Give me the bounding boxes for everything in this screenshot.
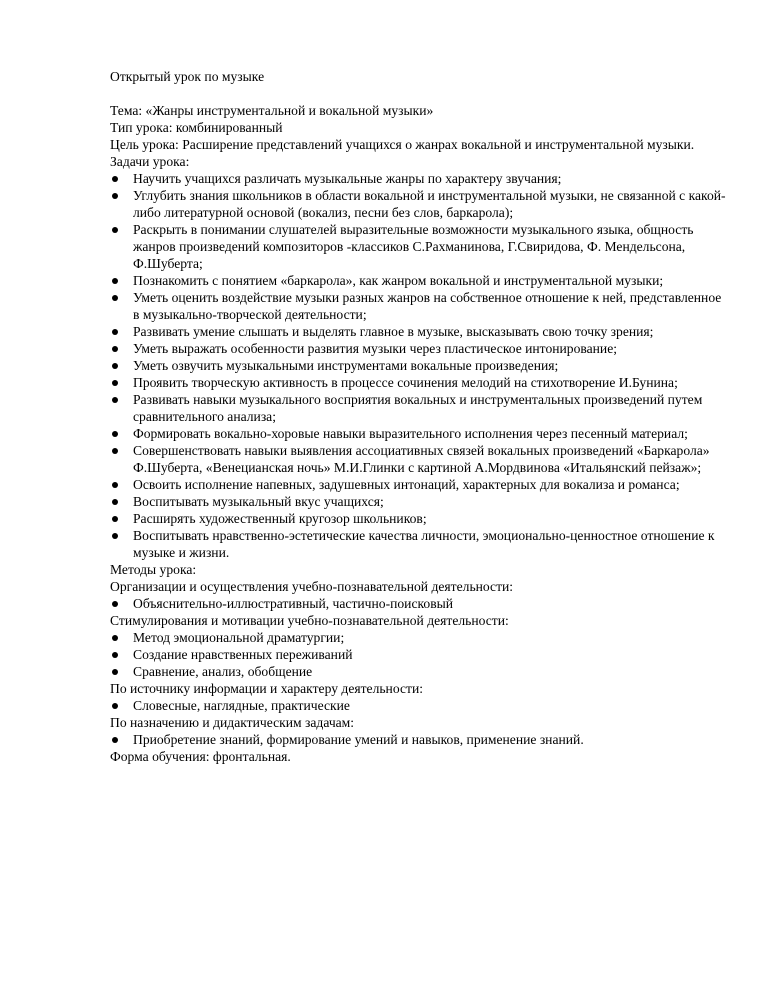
task-text: Воспитывать нравственно-эстетические качества личности, эмоционально-ценностное отношение к музыке и жизни. xyxy=(133,528,715,560)
bullet-icon xyxy=(112,516,118,522)
bullet-icon xyxy=(112,635,118,641)
bullet-icon xyxy=(112,397,118,403)
task-text: Уметь выражать особенности развития музыки через пластическое интонирование; xyxy=(133,341,618,356)
bullet-icon xyxy=(112,295,118,301)
method-group-list xyxy=(110,629,730,680)
task-text: Воспитывать музыкальный вкус учащихся; xyxy=(133,494,384,509)
bullet-icon xyxy=(112,703,118,709)
method-text: Приобретение знаний, формирование умений и навыков, применение знаний. xyxy=(133,732,584,747)
bullet-icon xyxy=(112,601,118,607)
method-text: Метод эмоциональной драматургии; xyxy=(133,630,345,645)
task-text: Углубить знания школьников в области вокальной и инструментальной музыки, не связанной с какой-либо литературной основой (вокализ, песни без слов, баркарола); xyxy=(133,188,726,220)
list-item xyxy=(110,731,730,748)
bullet-icon xyxy=(112,669,118,675)
list-item xyxy=(110,646,730,663)
methods-heading: Методы урока: xyxy=(110,562,197,577)
bullet-icon xyxy=(112,431,118,437)
document-body xyxy=(110,102,730,765)
list-item xyxy=(110,374,730,391)
list-item xyxy=(110,170,730,187)
method-group-heading: По источнику информации и характеру деятельности: xyxy=(110,681,423,696)
bullet-icon xyxy=(112,737,118,743)
method-text: Словесные, наглядные, практические xyxy=(133,698,350,713)
task-text: Освоить исполнение напевных, задушевных интонаций, характерных для вокализа и романса; xyxy=(133,477,680,492)
list-item xyxy=(110,425,730,442)
bullet-icon xyxy=(112,482,118,488)
list-item xyxy=(110,527,730,561)
task-text: Уметь озвучить музыкальными инструментами вокальные произведения; xyxy=(133,358,559,373)
method-text: Объяснительно-иллюстративный, частично-поисковый xyxy=(133,596,454,611)
tasks-list xyxy=(110,170,730,561)
bullet-icon xyxy=(112,448,118,454)
bullet-icon xyxy=(112,363,118,369)
list-item xyxy=(110,697,730,714)
list-item xyxy=(110,357,730,374)
list-item xyxy=(110,510,730,527)
list-item xyxy=(110,187,730,221)
task-text: Расширять художественный кругозор школьников; xyxy=(133,511,427,526)
method-group-heading: Стимулирования и мотивации учебно-познавательной деятельности: xyxy=(110,613,509,628)
list-item xyxy=(110,629,730,646)
bullet-icon xyxy=(112,278,118,284)
method-group-heading: По назначению и дидактическим задачам: xyxy=(110,715,355,730)
task-text: Проявить творческую активность в процессе сочинения мелодий на стихотворение И.Бунина; xyxy=(133,375,678,390)
task-text: Развивать умение слышать и выделять главное в музыке, высказывать свою точку зрения; xyxy=(133,324,654,339)
list-item xyxy=(110,272,730,289)
list-item xyxy=(110,493,730,510)
bullet-icon xyxy=(112,346,118,352)
task-text: Познакомить с понятием «баркарола», как жанром вокальной и инструментальной музыки; xyxy=(133,273,664,288)
tasks-heading: Задачи урока: xyxy=(110,154,190,169)
learning-form: Форма обучения: фронтальная. xyxy=(110,749,291,764)
task-text: Совершенствовать навыки выявления ассоциативных связей вокальных произведений «Баркарола» Ф.Шуберта, «Венецианская ночь» М.И.Глинки с картиной А.Мордвинова «Итальянский пейзаж»; xyxy=(133,443,710,475)
list-item xyxy=(110,391,730,425)
method-group-list xyxy=(110,731,730,748)
list-item xyxy=(110,476,730,493)
method-group-list xyxy=(110,595,730,612)
lesson-type: Тип урока: комбинированный xyxy=(110,120,283,135)
method-group-heading: Организации и осуществления учебно-познавательной деятельности: xyxy=(110,579,514,594)
bullet-icon xyxy=(112,533,118,539)
bullet-icon xyxy=(112,193,118,199)
task-text: Уметь оценить воздействие музыки разных жанров на собственное отношение к ней, представленное в музыкально-творческой деятельности; xyxy=(133,290,722,322)
list-item xyxy=(110,663,730,680)
document-title: Открытый урок по музыке xyxy=(110,69,265,84)
method-group-list xyxy=(110,697,730,714)
list-item xyxy=(110,323,730,340)
task-text: Раскрыть в понимании слушателей выразительные возможности музыкального языка, общность жанров произведений композиторов -классиков С.Рахманинова, Г.Свиридова, Ф. Мендельсона, Ф.Шуберта; xyxy=(133,222,694,271)
bullet-icon xyxy=(112,176,118,182)
bullet-icon xyxy=(112,652,118,658)
lesson-goal: Цель урока: Расширение представлений учащихся о жанрах вокальной и инструментальной музыки. xyxy=(110,137,695,152)
list-item xyxy=(110,289,730,323)
task-text: Развивать навыки музыкального восприятия вокальных и инструментальных произведений путем сравнительного анализа; xyxy=(133,392,703,424)
task-text: Научить учащихся различать музыкальные жанры по характеру звучания; xyxy=(133,171,562,186)
list-item xyxy=(110,340,730,357)
bullet-icon xyxy=(112,499,118,505)
lesson-topic: Тема: «Жанры инструментальной и вокальной музыки» xyxy=(110,103,434,118)
bullet-icon xyxy=(112,227,118,233)
method-text: Создание нравственных переживаний xyxy=(133,647,353,662)
bullet-icon xyxy=(112,329,118,335)
list-item xyxy=(110,221,730,272)
list-item xyxy=(110,595,730,612)
task-text: Формировать вокально-хоровые навыки выразительного исполнения через песенный материал; xyxy=(133,426,688,441)
list-item xyxy=(110,442,730,476)
bullet-icon xyxy=(112,380,118,386)
method-text: Сравнение, анализ, обобщение xyxy=(133,664,313,679)
